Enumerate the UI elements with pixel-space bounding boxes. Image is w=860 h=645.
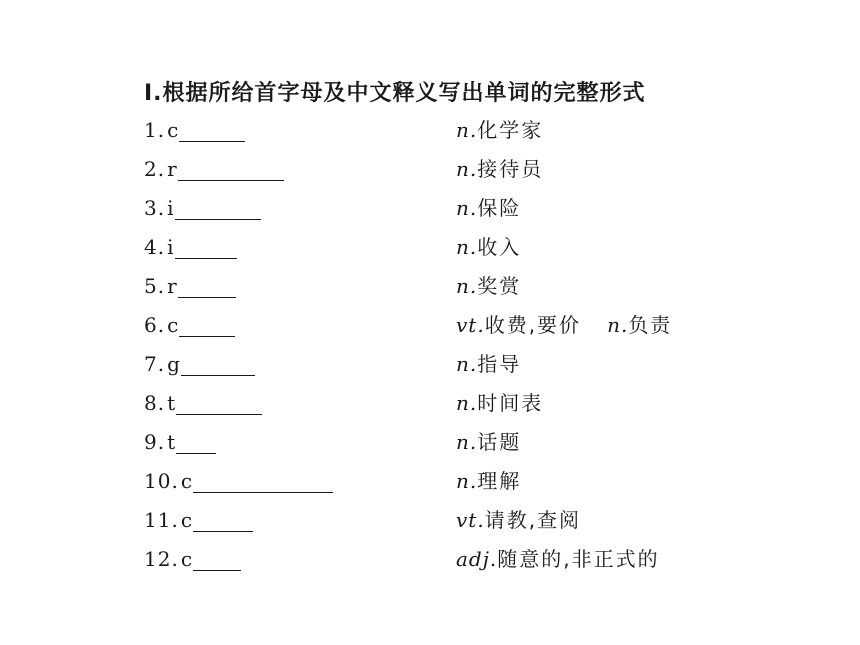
part-of-speech: n. xyxy=(456,430,478,454)
answer-blank[interactable] xyxy=(176,433,216,454)
item-number: 2. xyxy=(144,157,166,181)
item-initial: i xyxy=(167,235,174,259)
answer-blank[interactable] xyxy=(179,316,235,337)
answer-blank[interactable] xyxy=(193,550,241,571)
part-of-speech: n. xyxy=(456,157,478,181)
exercise-item-7 xyxy=(0,352,860,391)
part-of-speech: n. xyxy=(456,391,478,415)
item-number: 1. xyxy=(144,118,166,142)
chinese-meaning: 话题 xyxy=(477,430,522,454)
chinese-meaning: 保险 xyxy=(477,196,522,220)
item-number: 4. xyxy=(144,235,166,259)
part-of-speech: n. xyxy=(456,196,478,220)
answer-blank[interactable] xyxy=(193,472,333,493)
item-number: 5. xyxy=(144,274,166,298)
exercise-item-3 xyxy=(0,196,860,235)
chinese-meaning: 收费,要价 xyxy=(484,313,582,337)
part-of-speech: adj. xyxy=(456,547,498,571)
chinese-meaning: 收入 xyxy=(477,235,522,259)
exercise-item-1 xyxy=(0,118,860,157)
answer-blank[interactable] xyxy=(181,355,255,376)
chinese-meaning: 化学家 xyxy=(477,118,544,142)
item-number: 12. xyxy=(144,547,179,571)
exercise-item-12 xyxy=(0,547,860,586)
exercise-item-10 xyxy=(0,469,860,508)
chinese-meaning-2: 负责 xyxy=(628,313,673,337)
item-initial: i xyxy=(167,196,174,220)
answer-blank[interactable] xyxy=(179,121,245,142)
answer-blank[interactable] xyxy=(178,277,236,298)
answer-blank[interactable] xyxy=(176,394,262,415)
answer-blank[interactable] xyxy=(193,511,253,532)
chinese-meaning: 时间表 xyxy=(477,391,544,415)
item-number: 8. xyxy=(144,391,166,415)
exercise-item-6 xyxy=(0,313,860,352)
item-initial: t xyxy=(167,430,176,454)
item-initial: c xyxy=(180,547,193,571)
exercise-heading: Ⅰ.根据所给首字母及中文释义写出单词的完整形式 xyxy=(144,81,646,106)
answer-blank[interactable] xyxy=(175,199,261,220)
item-initial: r xyxy=(167,157,177,181)
item-number: 11. xyxy=(144,508,179,532)
chinese-meaning: 指导 xyxy=(477,352,522,376)
exercise-item-9 xyxy=(0,430,860,469)
item-initial: c xyxy=(180,469,193,493)
part-of-speech: n. xyxy=(456,352,478,376)
part-of-speech-2: n. xyxy=(607,313,629,337)
answer-blank[interactable] xyxy=(178,160,284,181)
exercise-item-11 xyxy=(0,508,860,547)
chinese-meaning: 请教,查阅 xyxy=(484,508,582,532)
exercise-item-5 xyxy=(0,274,860,313)
exercise-item-4 xyxy=(0,235,860,274)
chinese-meaning: 奖赏 xyxy=(477,274,522,298)
part-of-speech: n. xyxy=(456,469,478,493)
part-of-speech: n. xyxy=(456,235,478,259)
item-number: 9. xyxy=(144,430,166,454)
chinese-meaning: 理解 xyxy=(477,469,522,493)
item-initial: g xyxy=(167,352,180,376)
item-number: 3. xyxy=(144,196,166,220)
exercise-item-2 xyxy=(0,157,860,196)
exercise-item-8 xyxy=(0,391,860,430)
item-initial: t xyxy=(167,391,176,415)
item-initial: c xyxy=(180,508,193,532)
part-of-speech: vt. xyxy=(456,508,485,532)
part-of-speech: vt. xyxy=(456,313,485,337)
item-initial: r xyxy=(167,274,177,298)
chinese-meaning: 随意的,非正式的 xyxy=(497,547,660,571)
item-initial: c xyxy=(167,313,179,337)
item-number: 6. xyxy=(144,313,166,337)
answer-blank[interactable] xyxy=(175,238,237,259)
item-initial: c xyxy=(167,118,179,142)
part-of-speech: n. xyxy=(456,274,478,298)
chinese-meaning: 接待员 xyxy=(477,157,544,181)
item-number: 10. xyxy=(144,469,179,493)
item-number: 7. xyxy=(144,352,166,376)
part-of-speech: n. xyxy=(456,118,478,142)
